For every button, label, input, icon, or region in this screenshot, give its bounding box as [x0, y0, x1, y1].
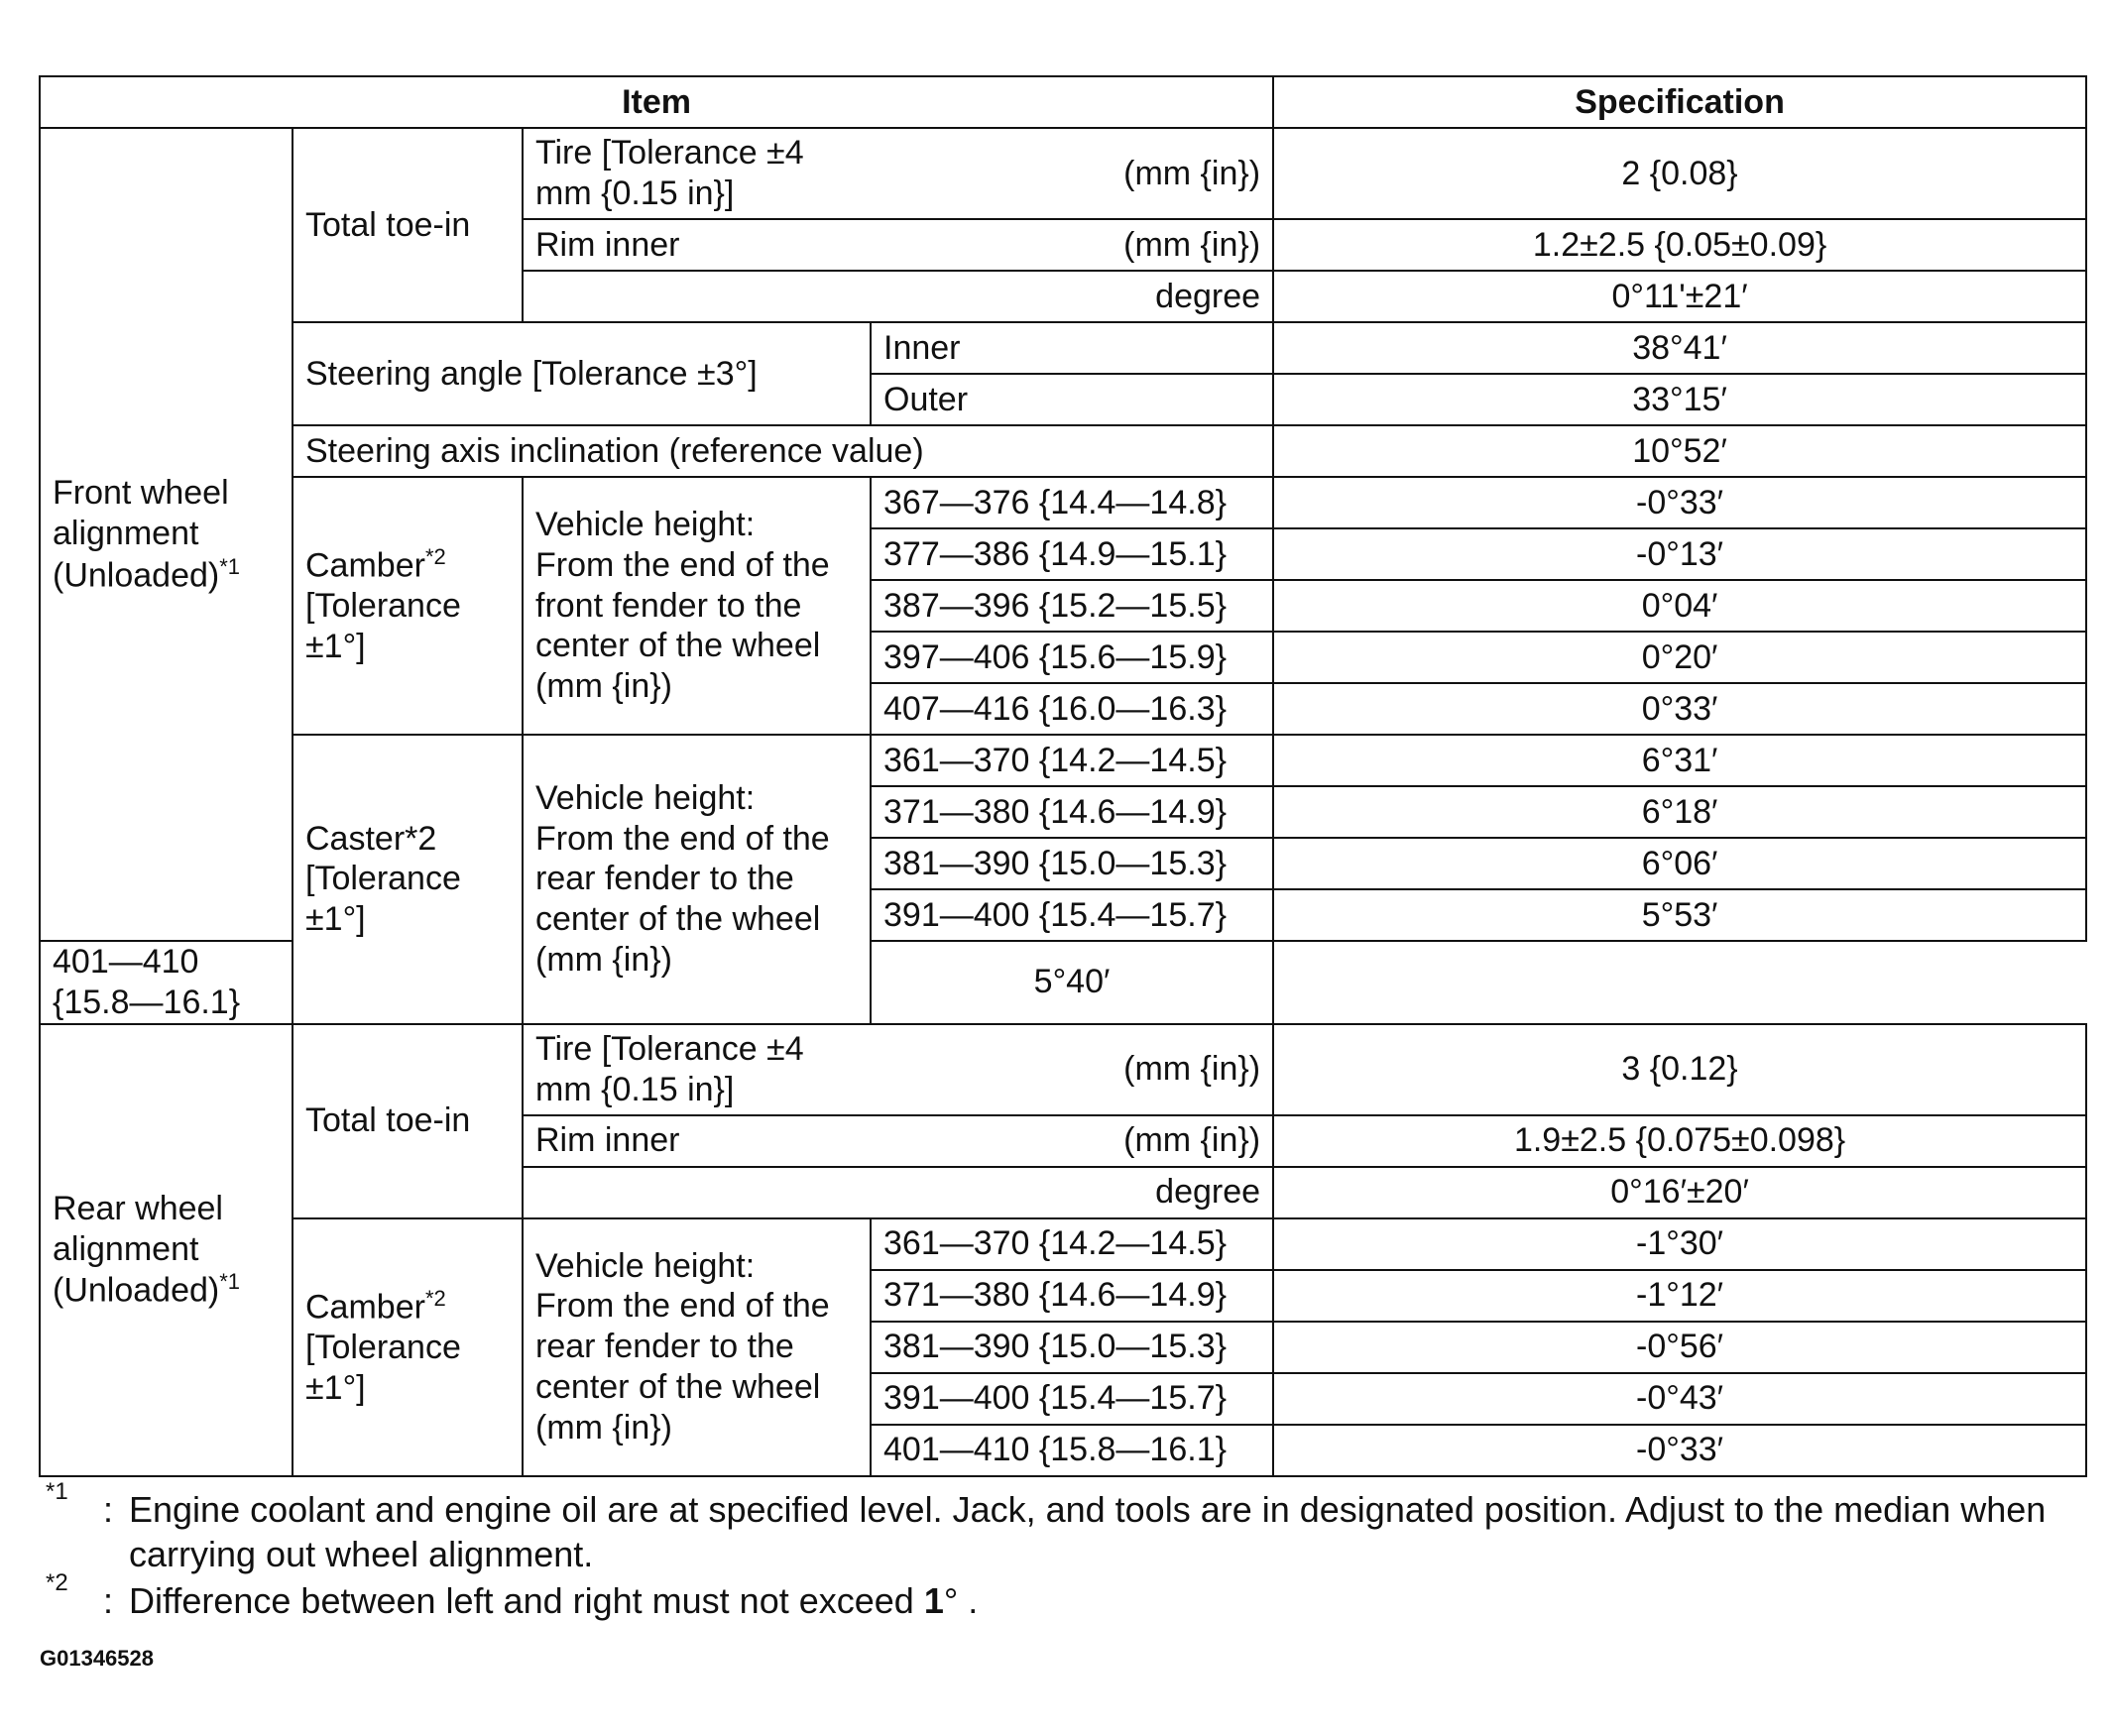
footnote-1 [46, 1478, 2068, 1576]
front-caster-value-3: 6°06′ [1273, 838, 2086, 889]
front-toe-rim-value: 1.2±2.5 {0.05±0.09} [1273, 219, 2086, 271]
front-caster-desc: Vehicle height: From the end of the rear fender to the center of the wheel (mm {in}) [523, 735, 871, 1024]
front-steering-angle-label: Steering angle [Tolerance ±3°] [293, 322, 871, 425]
front-toe-tire-label: Tire [Tolerance ±4 mm {0.15 in}] [535, 134, 804, 212]
header-specification: Specification [1273, 76, 2086, 128]
front-caster-value-1: 6°31′ [1273, 735, 2086, 786]
front-toe-rim-label: Rim inner [535, 225, 680, 264]
front-caster-range-2: 371—380 {14.6—14.9} [871, 786, 1273, 838]
front-caster-range-3: 381—390 {15.0—15.3} [871, 838, 1273, 889]
footnotes [46, 1478, 2068, 1625]
front-axis-inclination-value: 10°52′ [1273, 425, 2086, 477]
front-toe-rim-unit: (mm {in}) [1123, 225, 1261, 264]
front-caster-value-2: 6°18′ [1273, 786, 2086, 838]
rear-camber-label: Camber$^{*2}$ [Tolerance ±1°] [293, 1218, 523, 1476]
alignment-spec-table [39, 75, 2087, 1477]
rear-toe-tire-cell [523, 1024, 1273, 1115]
rear-toe-degree-label: degree [523, 1167, 1273, 1218]
footnote-2 [46, 1569, 2068, 1623]
front-camber-range-2: 377—386 {14.9—15.1} [871, 528, 1273, 580]
rear-camber-value-4: -0°43′ [1273, 1373, 2086, 1425]
front-caster-range-5: 401—410 {15.8—16.1} [40, 941, 293, 1024]
rear-toe-rim-value: 1.9±2.5 {0.075±0.098} [1273, 1115, 2086, 1167]
rear-camber-value-3: -0°56′ [1273, 1322, 2086, 1373]
front-toe-degree-label: degree [523, 271, 1273, 322]
rear-camber-range-5: 401—410 {15.8—16.1} [871, 1425, 1273, 1476]
footnote-2-sep: : [103, 1580, 114, 1621]
rear-toe-rim-label: Rim inner [535, 1121, 680, 1160]
front-toe-tire-value: 2 {0.08} [1273, 128, 2086, 219]
front-caster-value-4: 5°53′ [1273, 889, 2086, 941]
rear-camber-value-2: -1°12′ [1273, 1270, 2086, 1322]
rear-toe-tire-unit: (mm {in}) [1123, 1050, 1261, 1089]
front-caster-range-1: 361—370 {14.2—14.5} [871, 735, 1273, 786]
front-camber-range-4: 397—406 {15.6—15.9} [871, 632, 1273, 683]
front-camber-value-2: -0°13′ [1273, 528, 2086, 580]
figure-code: G01346528 [40, 1646, 154, 1671]
front-camber-range-5: 407—416 {16.0—16.3} [871, 683, 1273, 735]
front-toe-rim-cell [523, 219, 1273, 271]
front-steering-outer-label: Outer [871, 374, 1273, 425]
front-toe-degree-value: 0°11'±21′ [1273, 271, 2086, 322]
rear-camber-range-4: 391—400 {15.4—15.7} [871, 1373, 1273, 1425]
rear-camber-value-5: -0°33′ [1273, 1425, 2086, 1476]
front-camber-value-5: 0°33′ [1273, 683, 2086, 735]
rear-toe-tire-value: 3 {0.12} [1273, 1024, 2086, 1115]
front-camber-value-4: 0°20′ [1273, 632, 2086, 683]
footnote-2-text: Difference between left and right must not exceed 1° . [129, 1580, 979, 1621]
rear-group-label: Rear wheel alignment (Unloaded)$^{*1}$ [40, 1024, 293, 1476]
rear-toe-degree-value: 0°16′±20′ [1273, 1167, 2086, 1218]
rear-camber-range-3: 381—390 {15.0—15.3} [871, 1322, 1273, 1373]
footnote-1-sep: : [103, 1489, 114, 1530]
front-toe-tire-cell [523, 128, 1273, 219]
footnote-2-mark: *2 [46, 1569, 68, 1596]
rear-toe-rim-unit: (mm {in}) [1123, 1121, 1261, 1160]
rear-camber-value-1: -1°30′ [1273, 1218, 2086, 1270]
front-caster-value-5: 5°40′ [871, 941, 1273, 1024]
front-camber-range-1: 367—376 {14.4—14.8} [871, 477, 1273, 528]
front-steering-inner-value: 38°41′ [1273, 322, 2086, 374]
front-caster-range-4: 391—400 {15.4—15.7} [871, 889, 1273, 941]
front-camber-value-3: 0°04′ [1273, 580, 2086, 632]
front-caster-label: Caster*2 [Tolerance ±1°] [293, 735, 523, 1024]
rear-toe-tire-label: Tire [Tolerance ±4 mm {0.15 in}] [535, 1029, 804, 1108]
footnote-1-text: Engine coolant and engine oil are at specified level. Jack, and tools are in designated position. Adjust to the median when carrying out wheel alignment. [129, 1489, 2047, 1574]
rear-toe-in-label: Total toe-in [293, 1024, 523, 1218]
footnote-1-mark: *1 [46, 1478, 68, 1505]
front-axis-inclination-label: Steering axis inclination (reference value) [293, 425, 1273, 477]
front-camber-value-1: -0°33′ [1273, 477, 2086, 528]
front-toe-tire-unit: (mm {in}) [1123, 154, 1261, 192]
rear-camber-range-2: 371—380 {14.6—14.9} [871, 1270, 1273, 1322]
front-camber-label: Camber$^{*2}$ [Tolerance ±1°] [293, 477, 523, 735]
rear-camber-range-1: 361—370 {14.2—14.5} [871, 1218, 1273, 1270]
front-steering-inner-label: Inner [871, 322, 1273, 374]
front-steering-outer-value: 33°15′ [1273, 374, 2086, 425]
rear-camber-desc: Vehicle height: From the end of the rear fender to the center of the wheel (mm {in}) [523, 1218, 871, 1476]
front-camber-desc: Vehicle height: From the end of the front fender to the center of the wheel (mm {in}) [523, 477, 871, 735]
front-toe-in-label: Total toe-in [293, 128, 523, 322]
header-item: Item [40, 76, 1273, 128]
front-camber-range-3: 387—396 {15.2—15.5} [871, 580, 1273, 632]
rear-toe-rim-cell [523, 1115, 1273, 1167]
front-group-label: Front wheel alignment (Unloaded)$^{*1}$ [40, 128, 293, 941]
